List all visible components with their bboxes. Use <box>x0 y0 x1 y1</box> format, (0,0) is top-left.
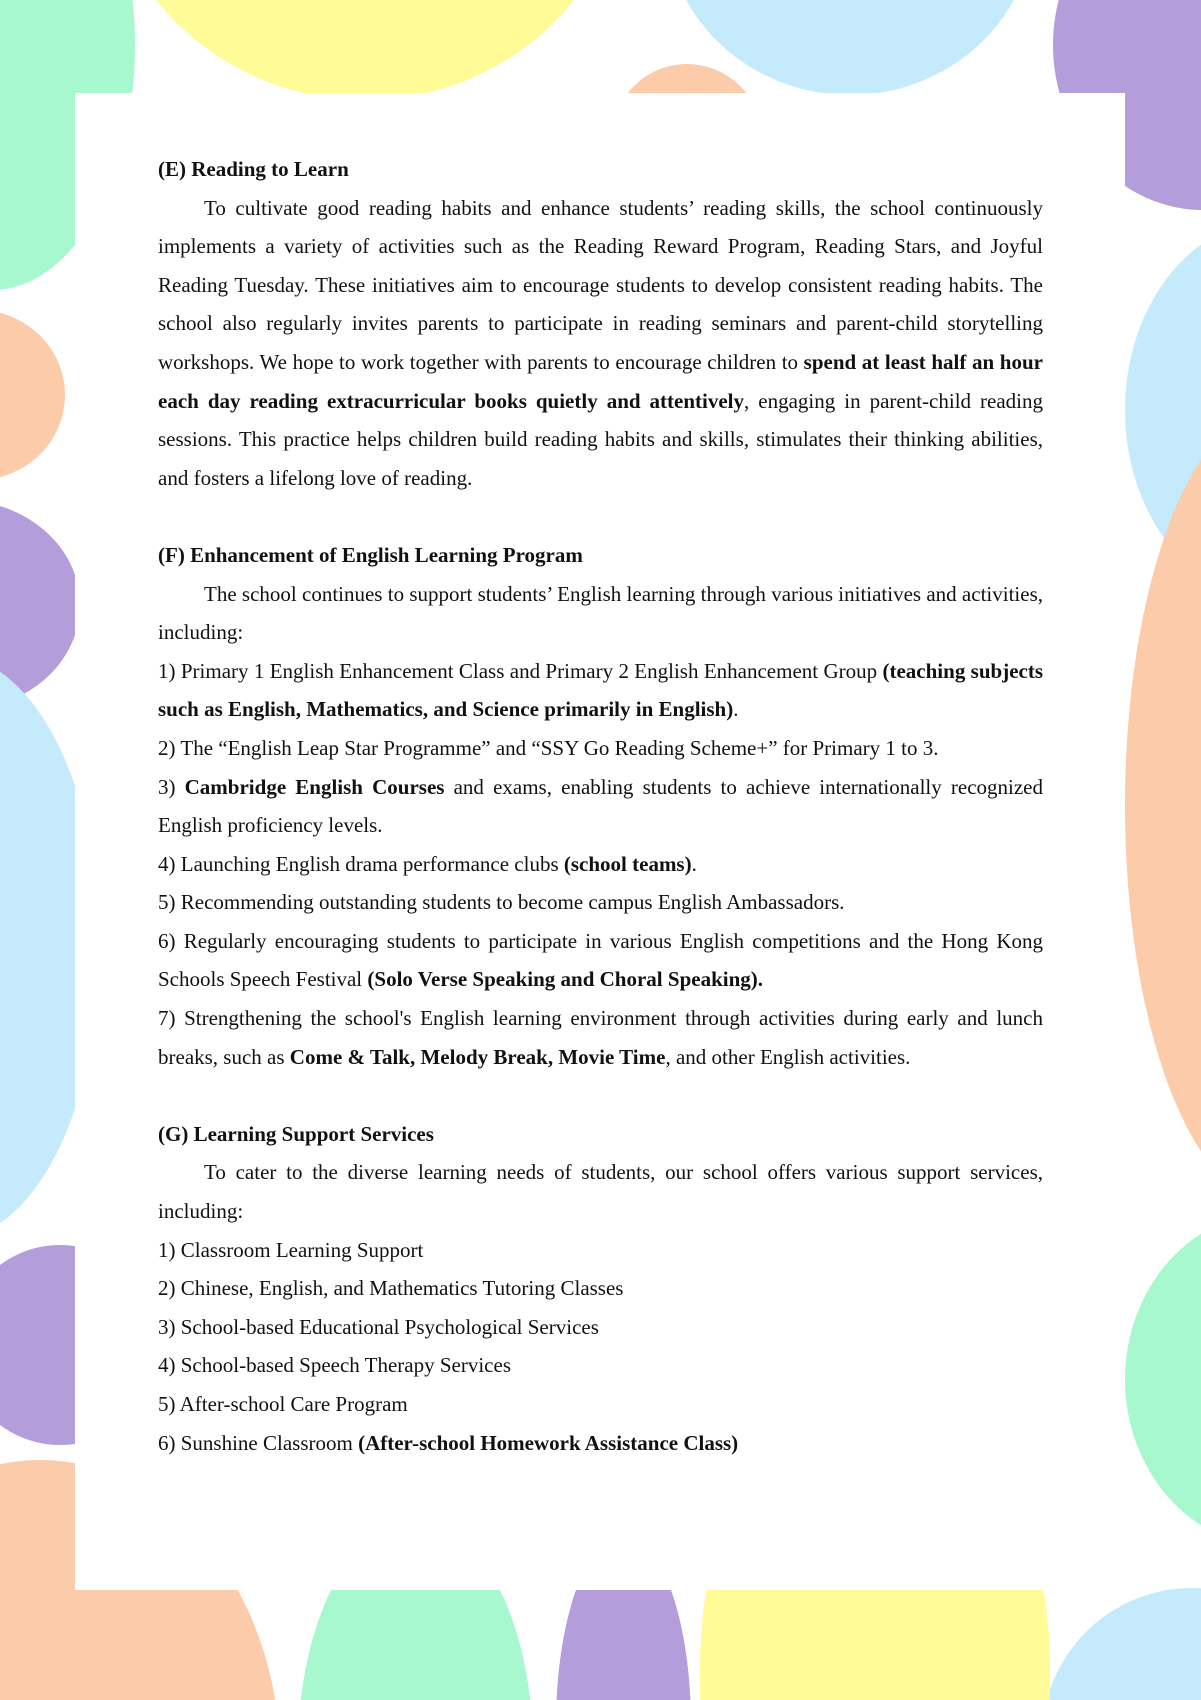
text-run: 5) After-school Care Program <box>158 1392 408 1416</box>
text-run: 4) School-based Speech Therapy Services <box>158 1353 512 1378</box>
decor-circle-blue-bottom-right <box>1042 1588 1201 1700</box>
bold-text-run: (Solo Verse Speaking and Choral Speaking). <box>367 967 764 992</box>
text-run: 4) Launching English drama performance clubs <box>158 851 564 876</box>
list-item <box>158 1385 1043 1424</box>
paragraph: To cater to the diverse learning needs of students, our school offers various support services, including: <box>158 1160 1043 1224</box>
text-run: , and other English activities. <box>665 1044 911 1069</box>
text-run: . <box>733 697 739 722</box>
text-run: 1) Primary 1 English Enhancement Class and Primary 2 English Enhancement Group <box>158 658 883 683</box>
bold-text-run: (After-school Homework Assistance Class) <box>358 1430 739 1455</box>
bold-text-run: spend at least half an hour each day reading extracurricular books quietly and attentively <box>158 349 1043 413</box>
text-run: 6) Sunshine Classroom <box>158 1430 359 1455</box>
list-item <box>158 768 1043 845</box>
section-english-learning <box>158 536 1043 1076</box>
bold-text-run: (school teams) <box>563 851 692 876</box>
document-body <box>158 150 1043 1462</box>
text-run: 3) School-based Educational Psychological Services <box>158 1314 599 1339</box>
section-heading: (F) Enhancement of English Learning Program <box>158 542 583 567</box>
list-item <box>158 845 1043 884</box>
decor-circle-yellow-top <box>100 0 630 100</box>
text-run: 6) Regularly encouraging students to participate in various English competitions and the Hong Kong Schools Speech Festival <box>158 928 1043 992</box>
list-item <box>158 1346 1043 1385</box>
bold-text-run: Cambridge English Courses <box>184 774 445 799</box>
list-item <box>158 652 1043 729</box>
list-item <box>158 729 1043 768</box>
text-run: , engaging in parent-child reading sessions. This practice helps children build reading habits and skills, stimulates their thinking abilities, and fosters a lifelong love of reading. <box>158 388 1044 490</box>
section-learning-support <box>158 1115 1043 1462</box>
list-item <box>158 1424 1043 1463</box>
paragraph: The school continues to support students’ English learning through various initiatives and activities, including: <box>158 581 1043 645</box>
section-reading-to-learn <box>158 150 1043 497</box>
list-item <box>158 922 1043 999</box>
section-heading: (G) Learning Support Services <box>158 1121 434 1146</box>
list-item <box>158 883 1043 922</box>
text-run: 5) Recommending outstanding students to become campus English Ambassadors. <box>158 890 845 915</box>
text-run: 1) Classroom Learning Support <box>158 1237 424 1262</box>
decor-circle-peach-left <box>0 310 65 480</box>
text-run: and exams, enabling students to achieve internationally recognized English proficiency levels. <box>158 774 1044 838</box>
text-run: To cultivate good reading habits and enhance students’ reading skills, the school continuously implements a variety of activities such as the Reading Reward Program, Reading Stars, and Joyful Reading Tuesday. These initiatives aim to encourage students to develop consistent reading habits. The school also regularly invites parents to participate in reading seminars and parent-child storytelling workshops. We hope to work together with parents to encourage children to <box>158 195 1043 374</box>
bold-text-run: (teaching subjects such as English, Mathematics, and Science primarily in English) <box>158 658 1044 722</box>
spacer <box>158 1076 1043 1115</box>
section-heading: (E) Reading to Learn <box>158 157 349 181</box>
list-item <box>158 1231 1043 1270</box>
text-run: 3) <box>158 774 185 799</box>
list-item <box>158 999 1043 1076</box>
decor-circle-mint-right <box>1125 1212 1201 1547</box>
decor-circle-purple-left <box>0 500 80 710</box>
text-run: . <box>691 851 697 876</box>
text-run: 2) The “English Leap Star Programme” and “SSY Go Reading Scheme+” for Primary 1 to 3. <box>158 735 939 760</box>
list-item <box>158 1269 1043 1308</box>
text-run: 2) Chinese, English, and Mathematics Tutoring Classes <box>158 1276 624 1301</box>
text-run: 7) Strengthening the school's English learning environment through activities during early and lunch breaks, such as <box>158 1006 1043 1069</box>
spacer <box>158 497 1043 536</box>
list-item <box>158 1308 1043 1347</box>
bold-text-run: Come & Talk, Melody Break, Movie Time <box>289 1044 666 1069</box>
paragraph <box>158 189 1043 498</box>
